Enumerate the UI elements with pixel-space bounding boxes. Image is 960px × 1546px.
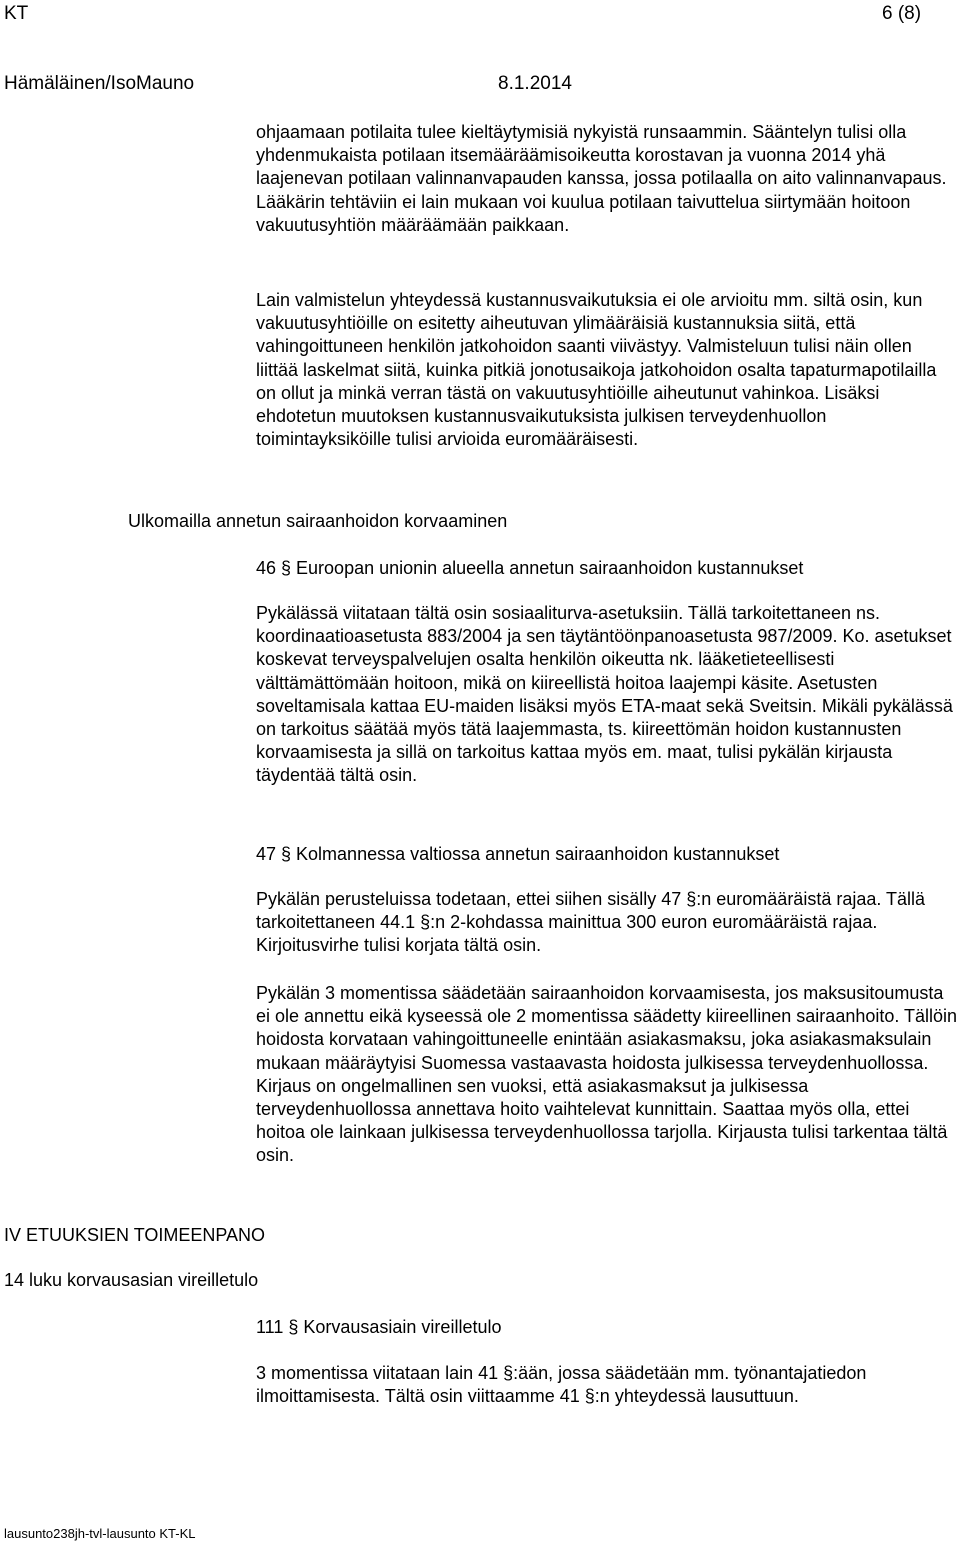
- paragraph-refusals: ohjaamaan potilaita tulee kieltäytymisiä nykyistä runsaammin. Sääntelyn tulisi olla yhdenmukaista potilaan itsemääräämisoikeutta korostavan ja vuonna 2014 yhä laajenevan potilaan valinnanvapauden kanssa, jossa potilaalla on aito valinnanvapaus. Lääkärin tehtäviin ei lain mukaan voi kuulua potilaan taivuttelua siirtymään hoitoon vakuutusyhtiön määräämään paikkaan.: [256, 122, 947, 235]
- heading-47: 47 § Kolmannessa valtiossa annetun sairaanhoidon kustannukset: [256, 844, 780, 864]
- heading-111: 111 § Korvausasiain vireilletulo: [256, 1317, 502, 1337]
- paragraph-47-a: Pykälän perusteluissa todetaan, ettei siihen sisälly 47 §:n euromääräistä rajaa. Tällä tarkoitettaneen 44.1 §:n 2-kohdassa mainittua 300 euron euromääräistä rajaa. Kirjoitusvirhe tulisi korjata tältä osin.: [256, 889, 926, 956]
- paragraph-111: 3 momentissa viitataan lain 41 §:ään, jossa säädetään mm. työnantajatiedon ilmoittamisesta. Tältä osin viittaamme 41 §:n yhteydessä lausuttuun.: [256, 1363, 867, 1407]
- footer-filename: lausunto238jh-tvl-lausunto KT-KL: [4, 1526, 196, 1541]
- section-heading-iv: IV ETUUKSIEN TOIMEENPANO: [4, 1225, 266, 1245]
- page-number: 6 (8): [882, 3, 922, 24]
- section-heading-abroad-care: Ulkomailla annetun sairaanhoidon korvaaminen: [128, 511, 508, 531]
- author: Hämäläinen/IsoMauno: [4, 73, 195, 94]
- date: 8.1.2014: [498, 73, 572, 94]
- paragraph-47-b: Pykälän 3 momentissa säädetään sairaanhoidon korvaamisesta, jos maksusitoumusta ei ole annettu eikä kyseessä ole 2 momentissa säädetty kiireellinen sairaanhoito. Tällöin hoidosta korvataan vahingoittuneelle enintään asiakasmaksu, joka asiakasmaksulain mukaan määräytyisi Suomessa vastaavasta hoidosta julkisessa terveydenhuollossa. Kirjaus on ongelmallinen sen vuoksi, että asiakasmaksut ja julkisessa terveydenhuollossa annettava hoito vaihtelevat kunnittain. Saattaa myös olla, ettei hoitoa ole lainkaan julkisessa terveydenhuollossa tarjolla. Kirjausta tulisi tarkentaa tältä osin.: [256, 983, 958, 1166]
- paragraph-46: Pykälässä viitataan tältä osin sosiaaliturva-asetuksiin. Tällä tarkoitettaneen ns. koordinaatioasetusta 883/2004 ja sen täytäntöönpanoasetusta 987/2009. Ko. asetukset koskevat terveyspalvelujen osalta henkilön oikeutta nk. lääketieteellisesti välttämättömään hoitoon, mikä on kiireellistä hoitoa laajempi käsite. Asetusten soveltamisala kattaa EU-maiden lisäksi myös ETA-maat sekä Sveitsin. Mikäli pykälässä on tarkoitus säätää myös tätä laajemmasta, ts. kiireettömän hoidon kustannusten korvaamisesta ja sillä on tarkoitus kattaa myös em. maat, tulisi pykälän kirjausta täydentää tältä osin.: [256, 603, 953, 786]
- doc-code: KT: [4, 3, 29, 24]
- heading-46: 46 § Euroopan unionin alueella annetun sairaanhoidon kustannukset: [256, 558, 804, 578]
- paragraph-cost-effects: Lain valmistelun yhteydessä kustannusvaikutuksia ei ole arvioitu mm. siltä osin, kun vakuutusyhtiöille on esitetty aiheutuvan ylimääräisiä kustannuksia siitä, että vahingoittuneen henkilön jatkohoidon saanti viivästyy. Valmisteluun tulisi näin ollen liittää laskelmat siitä, kuinka pitkiä jonotusaikoja jatkohoidon osalta tapaturmapotilailla on ollut ja minkä verran tästä on vakuutusyhtiöille aiheutunut vahinkoa. Lisäksi ehdotetun muutoksen kustannusvaikutuksista julkisen terveydenhuollon toimintayksiköille tulisi arvioida euromääräisesti.: [256, 290, 937, 450]
- section-heading-chapter-14: 14 luku korvausasian vireilletulo: [4, 1270, 259, 1290]
